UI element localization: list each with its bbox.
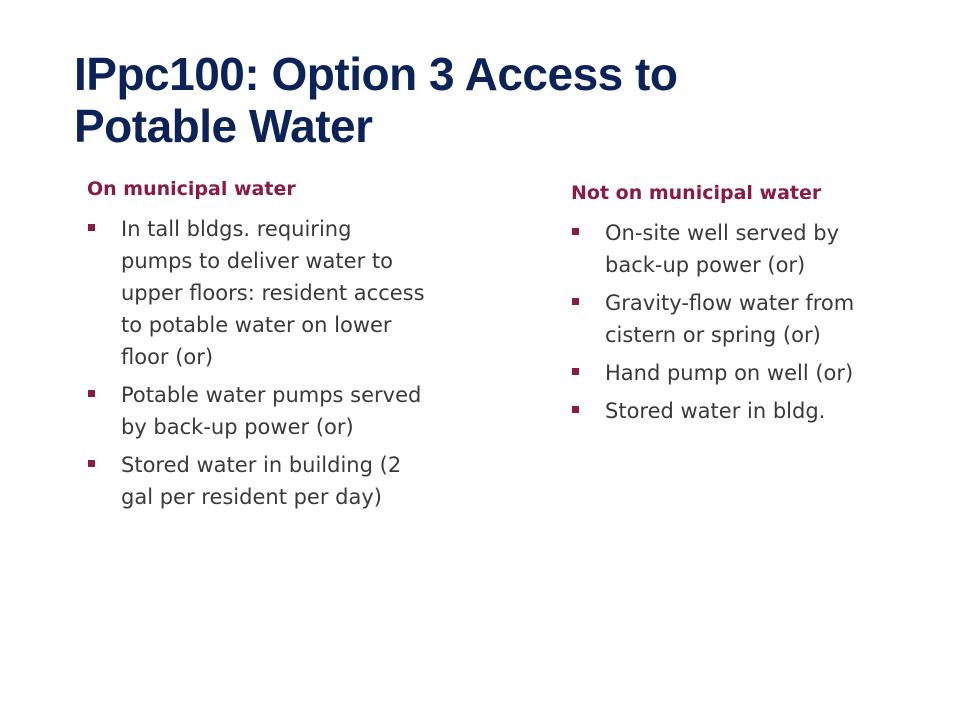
list-item-text: Stored water in bldg.	[605, 399, 826, 423]
list-item	[87, 379, 427, 443]
slide-title	[74, 48, 894, 152]
left-bullet-list	[87, 213, 427, 519]
list-item-text: Gravity-flow water from cistern or spring (or)	[605, 291, 855, 347]
list-item-text: In tall bldgs. requiring pumps to deliver water to upper floors: resident access to potable water on lower floor (or)	[121, 217, 425, 369]
square-bullet-icon	[572, 406, 579, 413]
list-item	[87, 449, 427, 513]
right-bullet-list	[571, 217, 871, 433]
square-bullet-icon	[572, 368, 579, 375]
square-bullet-icon	[572, 228, 579, 235]
list-item	[571, 357, 871, 389]
square-bullet-icon	[572, 298, 579, 305]
list-item	[571, 217, 871, 281]
left-column-heading: On municipal water	[87, 178, 296, 200]
square-bullet-icon	[88, 224, 95, 231]
list-item-text: Stored water in building (2 gal per resident per day)	[121, 453, 402, 509]
list-item	[571, 287, 871, 351]
list-item	[87, 213, 427, 373]
slide-title-line-1: IPpc100: Option 3 Access to	[74, 48, 678, 100]
list-item-text: Potable water pumps served by back-up power (or)	[121, 383, 422, 439]
list-item	[571, 395, 871, 427]
list-item-text: On-site well served by back-up power (or)	[605, 221, 840, 277]
square-bullet-icon	[88, 390, 95, 397]
list-item-text: Hand pump on well (or)	[605, 361, 854, 385]
right-column-heading: Not on municipal water	[571, 182, 822, 204]
slide-title-line-2: Potable Water	[74, 100, 373, 152]
square-bullet-icon	[88, 460, 95, 467]
